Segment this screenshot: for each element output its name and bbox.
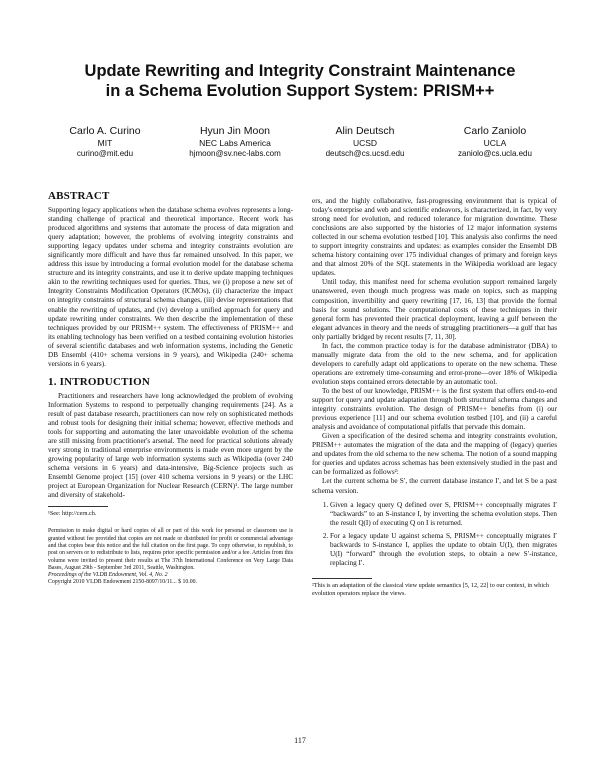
author-1: [40, 125, 170, 159]
author-affiliation: UCLA: [483, 138, 507, 148]
paper-title: [40, 62, 560, 101]
author-2: [170, 125, 300, 159]
list-item: 1. Given a legacy query Q defined over S, PRISM++ conceptually migrates I′ “backwards” to an S-instance I, by inverting the schema evolution steps. Then the result Q(I) of executing Q on I is returned.: [330, 501, 557, 528]
list-item: 2. For a legacy update U against schema S, PRISM++ conceptually migrates I′ backwards to S-instance I, applies the update to obtain U(I), then migrates U(I) “forward” through the evolution steps, to obtain a new S′-instance, replacing I′.: [330, 532, 557, 568]
left-column: [48, 190, 293, 587]
intro-paragraph: Practitioners and researchers have long acknowledged the problem of evolving Information Systems to respond to perpetually changing requirements [24]. As a result of past database research, practitioners can now rely on sophisticated methods and robust tools for designing their initial schema; however, effective methods and tools for supporting and automating the later unavoidable evolution of the schema are still missing from practitioner's arsenal. The need for practical solutions already very strong in traditional enterprise environments is made even more urgent by the growing popularity of large web information systems such as Wikipedia (over 240 schema versions in 6 years) and data-intensive, Big-Science projects such as Ensembl Genome project [15] (over 410 schema versions in 9 years) or the LHC project at European Organization for Nuclear Research (CERN)¹. The large number and diversity of stakehold-: [48, 391, 293, 500]
title-line-1: Update Rewriting and Integrity Constraint Maintenance: [84, 62, 516, 80]
permission-text: Permission to make digital or hard copies of all or part of this work for personal or classroom use is granted without fee provided that copies are not made or distributed for profit or commercial advantage and that copies bear this notice and the full citation on the first page. To copy otherwise, to republish, to post on servers or to redistribute to lists, requires prior specific permission and/or a fee. Articles from this volume were invited to present their results at The 37th International Conference on Very Large Data Bases, August 29th - September 3rd 2011, Seattle, Washington.: [48, 528, 293, 571]
body-paragraph: ers, and the highly collaborative, fast-progressing environment that is typical of today's enterprise and web and scientific endeavors, is characterized, in fact, by very strong need for evolution, and reduced tolerance for migration downtime. These conclusions are also supported by the histories of 12 major information systems collected in our schema evolution testbed [10]. This analysis also confirms the need to support integrity constraints and updates: as examples consider the Ensembl DB schema history containing over 175 individual changes of primary and foreign keys and that almost 20% of the SQL statements in the Wikipedia workload are legacy updates.: [312, 197, 557, 278]
permission-notice: [48, 528, 293, 586]
author-name: Carlo Zaniolo: [463, 125, 527, 137]
author-email: curino@mit.edu: [76, 149, 134, 158]
abstract-heading: ABSTRACT: [48, 190, 110, 202]
right-column: [312, 197, 557, 598]
author-name: Hyun Jin Moon: [199, 125, 271, 137]
author-affiliation: NEC Labs America: [199, 138, 271, 148]
copyright-line: Copyright 2010 VLDB Endowment 2150-8097/10/11... $ 10.00.: [48, 579, 197, 586]
proceedings-line: Proceedings of the VLDB Endowment, Vol. 4, No. 2: [48, 572, 168, 579]
author-4: [430, 125, 560, 159]
author-email: zaniolo@cs.ucla.edu: [458, 149, 532, 158]
page-number: 117: [294, 736, 306, 745]
title-line-2: in a Schema Evolution Support System: PRISM++: [105, 81, 495, 100]
author-block: [40, 125, 560, 159]
footnote-1: ¹See: http://cern.ch.: [48, 510, 97, 518]
footnote-divider: [48, 506, 108, 507]
author-name: Alin Deutsch: [335, 125, 395, 137]
body-paragraph: Until today, this manifest need for schema evolution support remained largely unanswered, even though much progress was made on topics, such as mapping composition, invertibility and query rewriting [17, 16, 13] that provide the formal basis for sound solutions. The computational costs of these techniques in their general form has prevented their practical deployment, leaving a gulf between the elegant advances in theory and the needs of struggling practitioners—a gulf that has only partially bridged by recent results [7, 11, 30].: [312, 278, 557, 341]
footnote-divider: [312, 578, 372, 579]
introduction-heading: 1. INTRODUCTION: [48, 375, 151, 388]
author-3: [300, 125, 430, 159]
footnote-2: ²This is an adaptation of the classical view update semantics [5, 12, 22] to our context, in which evolution operators replace the views.: [312, 581, 549, 597]
body-paragraph: In fact, the common practice today is for the database administrator (DBA) to manually migrate data from the old to the new schema, and for application developers to carefully adapt old applications to operate on the new schema. These operations are extremely time-consuming and error-prone—over 18% of Wikipedia evolution steps contained errors detectable by an automatic tool.: [312, 341, 557, 386]
author-email: hjmoon@sv.nec-labs.com: [189, 149, 281, 158]
author-affiliation: MIT: [97, 138, 113, 148]
body-paragraph: To the best of our knowledge, PRISM++ is the first system that offers end-to-end support for query and update adaptation through both structural schema changes and integrity constraints evolution. The design of PRISM++ benefits from (i) our previous experience [11] and our schema evolution testbed [10], and (ii) a careful analysis and avoidance of computational pitfalls that pervade this domain.: [312, 386, 557, 432]
semantics-list: [312, 501, 557, 568]
author-name: Carlo A. Curino: [69, 125, 141, 137]
body-paragraph: Given a specification of the desired schema and integrity constraints evolution, PRISM++ automates the migration of the data and the mapping of (legacy) queries and updates from the old schema to the new schema. The notion of a sound mapping for queries and updates across schemas has been extensively studied in the past and can be formalized as follows²:: [312, 432, 557, 477]
abstract-text: Supporting legacy applications when the database schema evolves represents a long-standing challenge of practical and theoretical importance. Recent work has produced algorithms and systems that automate the process of data migration and query adaptation; however, the problems of evolving integrity constraints and supporting legacy updates under schema and integrity constraints evolution are significantly more difficult and have thus far remained unsolved. In this paper, we address this issue by introducing a formal evolution model for the database schema structure and its integrity constraints, and use it to derive update mapping techniques akin to the rewriting techniques used for queries. Thus, we (i) propose a new set of Integrity Constraints Modification Operators (ICMOs), (ii) characterize the impact on integrity constraints of structural schema changes, (iii) devise representations that enable the rewriting of updates, and (iv) develop a unified approach for query and update rewriting under constraints. We then describe the implementation of these techniques provided by our PRISM++ system. The effectiveness of PRISM++ and its enabling technology has been verified on a testbed containing evolution histories of several scientific databases and web information systems, including the Genetic DB Ensembl (410+ schema versions in 9 years), and Wikipedia (240+ schema versions in 6 years).: [48, 206, 293, 368]
author-email: deutsch@cs.ucsd.edu: [325, 149, 405, 158]
body-paragraph: Let the current schema be S′, the current database instance I′, and let S be a past schema version.: [312, 477, 557, 495]
author-affiliation: UCSD: [352, 138, 378, 148]
